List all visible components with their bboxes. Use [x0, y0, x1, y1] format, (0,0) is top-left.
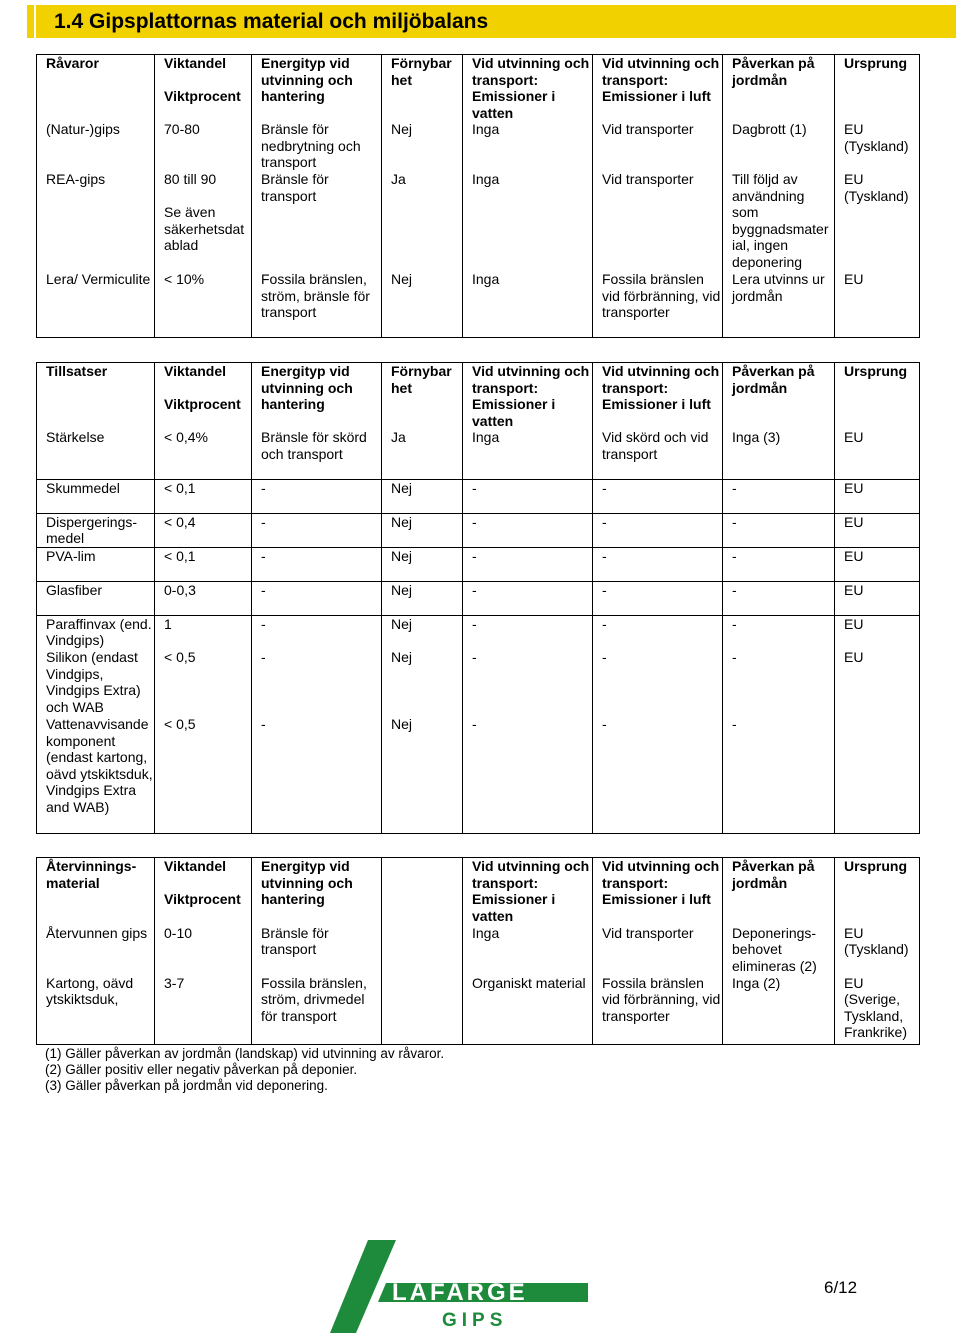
column-header: Energityp vid utvinning och hantering [252, 858, 382, 925]
table-cell: - [252, 513, 382, 547]
table-cell: < 0,4% [155, 429, 252, 479]
table-cell: Inga (2) [723, 975, 835, 1045]
column-header: Viktandel Viktprocent [155, 858, 252, 925]
table-cell: < 0,1 [155, 547, 252, 581]
table-cell: - [252, 547, 382, 581]
table-cell: 80 till 90 Se även säkerhetsdat ablad [155, 171, 252, 271]
table-cell: Inga [463, 925, 593, 975]
table-cell: (Natur-)gips [37, 121, 155, 171]
table-cell: - [593, 581, 723, 615]
column-header: Återvinnings-material [37, 858, 155, 925]
column-header: Förnybar het [382, 55, 463, 122]
table-cell: < 0,5 [155, 716, 252, 833]
table-cell: - [252, 649, 382, 716]
table-cell: EU [835, 581, 920, 615]
table-cell: Nej [382, 121, 463, 171]
table-cell: Deponerings-behovet elimineras (2) [723, 925, 835, 975]
table-cell: Inga [463, 121, 593, 171]
table-cell: - [463, 615, 593, 649]
table-cell: Fossila bränslen, ström, bränsle för transport [252, 271, 382, 337]
table-cell: EU [835, 271, 920, 337]
table-cell: Bränsle för skörd och transport [252, 429, 382, 479]
table-cell: - [723, 716, 835, 833]
column-header: Påverkan på jordmån [723, 55, 835, 122]
table-row [37, 271, 920, 337]
table-cell: < 10% [155, 271, 252, 337]
table-cell: EU [835, 479, 920, 513]
table-cell: PVA-lim [37, 547, 155, 581]
table-cell: - [723, 649, 835, 716]
table-cell: Fossila bränslen vid förbränning, vid transporter [593, 271, 723, 337]
table-cell: - [463, 716, 593, 833]
table-cell: 70-80 [155, 121, 252, 171]
table-cell: Vattenavvisande komponent (endast kartong, oävd ytskiktsduk, Vindgips Extra and WAB) [37, 716, 155, 833]
table-cell: Inga [463, 271, 593, 337]
table-cell: Nej [382, 513, 463, 547]
page-title: 1.4 Gipsplattornas material och miljöbalans [36, 5, 956, 38]
table-cell: Nej [382, 716, 463, 833]
table-cell: - [593, 547, 723, 581]
table-cell: Stärkelse [37, 429, 155, 479]
table-cell: REA-gips [37, 171, 155, 271]
column-header: Energityp vid utvinning och hantering [252, 55, 382, 122]
table-cell: Kartong, oävd ytskiktsduk, [37, 975, 155, 1045]
table-header-row [37, 363, 920, 430]
column-header: Vid utvinning och transport: Emissioner i vatten [463, 363, 593, 430]
footnote-1: (1) Gäller påverkan av jordmån (landskap) vid utvinning av råvaror. [45, 1046, 445, 1061]
table-cell [382, 975, 463, 1045]
table-cell: - [463, 513, 593, 547]
table-cell: Nej [382, 649, 463, 716]
table-cell: Ja [382, 171, 463, 271]
table-cell: - [723, 581, 835, 615]
table-cell: 3-7 [155, 975, 252, 1045]
table-cell [835, 716, 920, 833]
table-cell [382, 925, 463, 975]
table-cell: Inga (3) [723, 429, 835, 479]
table-cell: EU (Tyskland) [835, 121, 920, 171]
table-cell: EU (Tyskland) [835, 925, 920, 975]
table-cell: 0-10 [155, 925, 252, 975]
additives-table [36, 362, 920, 834]
column-header: Påverkan på jordmån [723, 363, 835, 430]
table-cell: Nej [382, 547, 463, 581]
table-cell: Vid transporter [593, 925, 723, 975]
table-cell: - [593, 513, 723, 547]
table-row [37, 547, 920, 581]
table-cell: - [252, 615, 382, 649]
column-header: Tillsatser [37, 363, 155, 430]
logo-brand-text: LAFARGE [392, 1279, 528, 1306]
table-cell: - [593, 479, 723, 513]
table-cell: Nej [382, 271, 463, 337]
table-cell: Organiskt material [463, 975, 593, 1045]
table-cell: Dispergerings-medel [37, 513, 155, 547]
table-cell: - [463, 649, 593, 716]
table-cell: - [593, 716, 723, 833]
footnote-2: (2) Gäller positiv eller negativ påverkan på deponier. [45, 1062, 358, 1077]
table-cell: Vid transporter [593, 171, 723, 271]
table-cell: - [593, 649, 723, 716]
table-cell: EU [835, 513, 920, 547]
table-cell: Silikon (endast Vindgips, Vindgips Extra) och WAB [37, 649, 155, 716]
table-cell: Vid transporter [593, 121, 723, 171]
column-header: Ursprung [835, 55, 920, 122]
table-row [37, 429, 920, 479]
column-header: Energityp vid utvinning och hantering [252, 363, 382, 430]
table-cell: EU [835, 649, 920, 716]
table-header-row [37, 55, 920, 122]
table-row [37, 716, 920, 833]
column-header: Påverkan på jordmån [723, 858, 835, 925]
recycled-materials-table [36, 857, 920, 1045]
lafarge-gips-logo [330, 1238, 600, 1333]
column-header: Vid utvinning och transport: Emissioner i luft [593, 363, 723, 430]
table-cell: - [463, 547, 593, 581]
table-cell: - [723, 479, 835, 513]
column-header: Ursprung [835, 858, 920, 925]
table-cell: Inga [463, 429, 593, 479]
table-cell: EU [835, 547, 920, 581]
table-cell: Dagbrott (1) [723, 121, 835, 171]
table-cell: Fossila bränslen, ström, drivmedel för transport [252, 975, 382, 1045]
table-cell: - [252, 479, 382, 513]
table-cell: - [463, 479, 593, 513]
table-cell: Skummedel [37, 479, 155, 513]
table-cell: - [252, 716, 382, 833]
table-cell: Ja [382, 429, 463, 479]
table-cell: Nej [382, 479, 463, 513]
column-header: Viktandel Viktprocent [155, 363, 252, 430]
column-header: Vid utvinning och transport: Emissioner i vatten [463, 55, 593, 122]
table-cell: EU (Tyskland) [835, 171, 920, 271]
table-cell: Bränsle för transport [252, 925, 382, 975]
table-row [37, 581, 920, 615]
title-accent [27, 5, 34, 38]
table-row [37, 513, 920, 547]
table-row [37, 615, 920, 649]
table-row [37, 121, 920, 171]
table-row [37, 479, 920, 513]
table-cell: EU [835, 429, 920, 479]
table-row [37, 975, 920, 1045]
table-cell: Vid skörd och vid transport [593, 429, 723, 479]
column-header: Förnybar het [382, 363, 463, 430]
column-header [382, 858, 463, 925]
column-header: Viktandel Viktprocent [155, 55, 252, 122]
table-row [37, 649, 920, 716]
column-header: Råvaror [37, 55, 155, 122]
table-cell: Fossila bränslen vid förbränning, vid transporter [593, 975, 723, 1045]
table-cell: Till följd av användning som byggnadsmater ial, ingen deponering [723, 171, 835, 271]
table-cell: - [252, 581, 382, 615]
raw-materials-table [36, 54, 920, 338]
table-cell: Nej [382, 581, 463, 615]
column-header: Vid utvinning och transport: Emissioner i vatten [463, 858, 593, 925]
table-cell: Inga [463, 171, 593, 271]
table-cell: Återvunnen gips [37, 925, 155, 975]
table-header-row [37, 858, 920, 925]
table-cell: Nej [382, 615, 463, 649]
table-cell: - [723, 615, 835, 649]
column-header: Ursprung [835, 363, 920, 430]
table-row [37, 925, 920, 975]
column-header: Vid utvinning och transport: Emissioner i luft [593, 858, 723, 925]
table-cell: < 0,5 [155, 649, 252, 716]
table-row [37, 171, 920, 271]
table-cell: - [593, 615, 723, 649]
table-cell: EU [835, 615, 920, 649]
table-cell: Bränsle för nedbrytning och transport [252, 121, 382, 171]
table-cell: Paraffinvax (end. Vindgips) [37, 615, 155, 649]
page-number: 6/12 [824, 1278, 858, 1297]
table-cell: Lera/ Vermiculite [37, 271, 155, 337]
table-cell: Bränsle för transport [252, 171, 382, 271]
column-header: Vid utvinning och transport: Emissioner i luft [593, 55, 723, 122]
table-cell: 1 [155, 615, 252, 649]
logo-sub-text: GIPS [442, 1310, 508, 1331]
table-cell: Lera utvinns ur jordmån [723, 271, 835, 337]
table-cell: < 0,1 [155, 479, 252, 513]
table-cell: - [463, 581, 593, 615]
table-cell: - [723, 547, 835, 581]
table-cell: < 0,4 [155, 513, 252, 547]
table-cell: - [723, 513, 835, 547]
table-cell: EU (Sverige, Tyskland, Frankrike) [835, 975, 920, 1045]
table-cell: 0-0,3 [155, 581, 252, 615]
footnote-3: (3) Gäller påverkan på jordmån vid deponering. [45, 1078, 328, 1093]
table-cell: Glasfiber [37, 581, 155, 615]
